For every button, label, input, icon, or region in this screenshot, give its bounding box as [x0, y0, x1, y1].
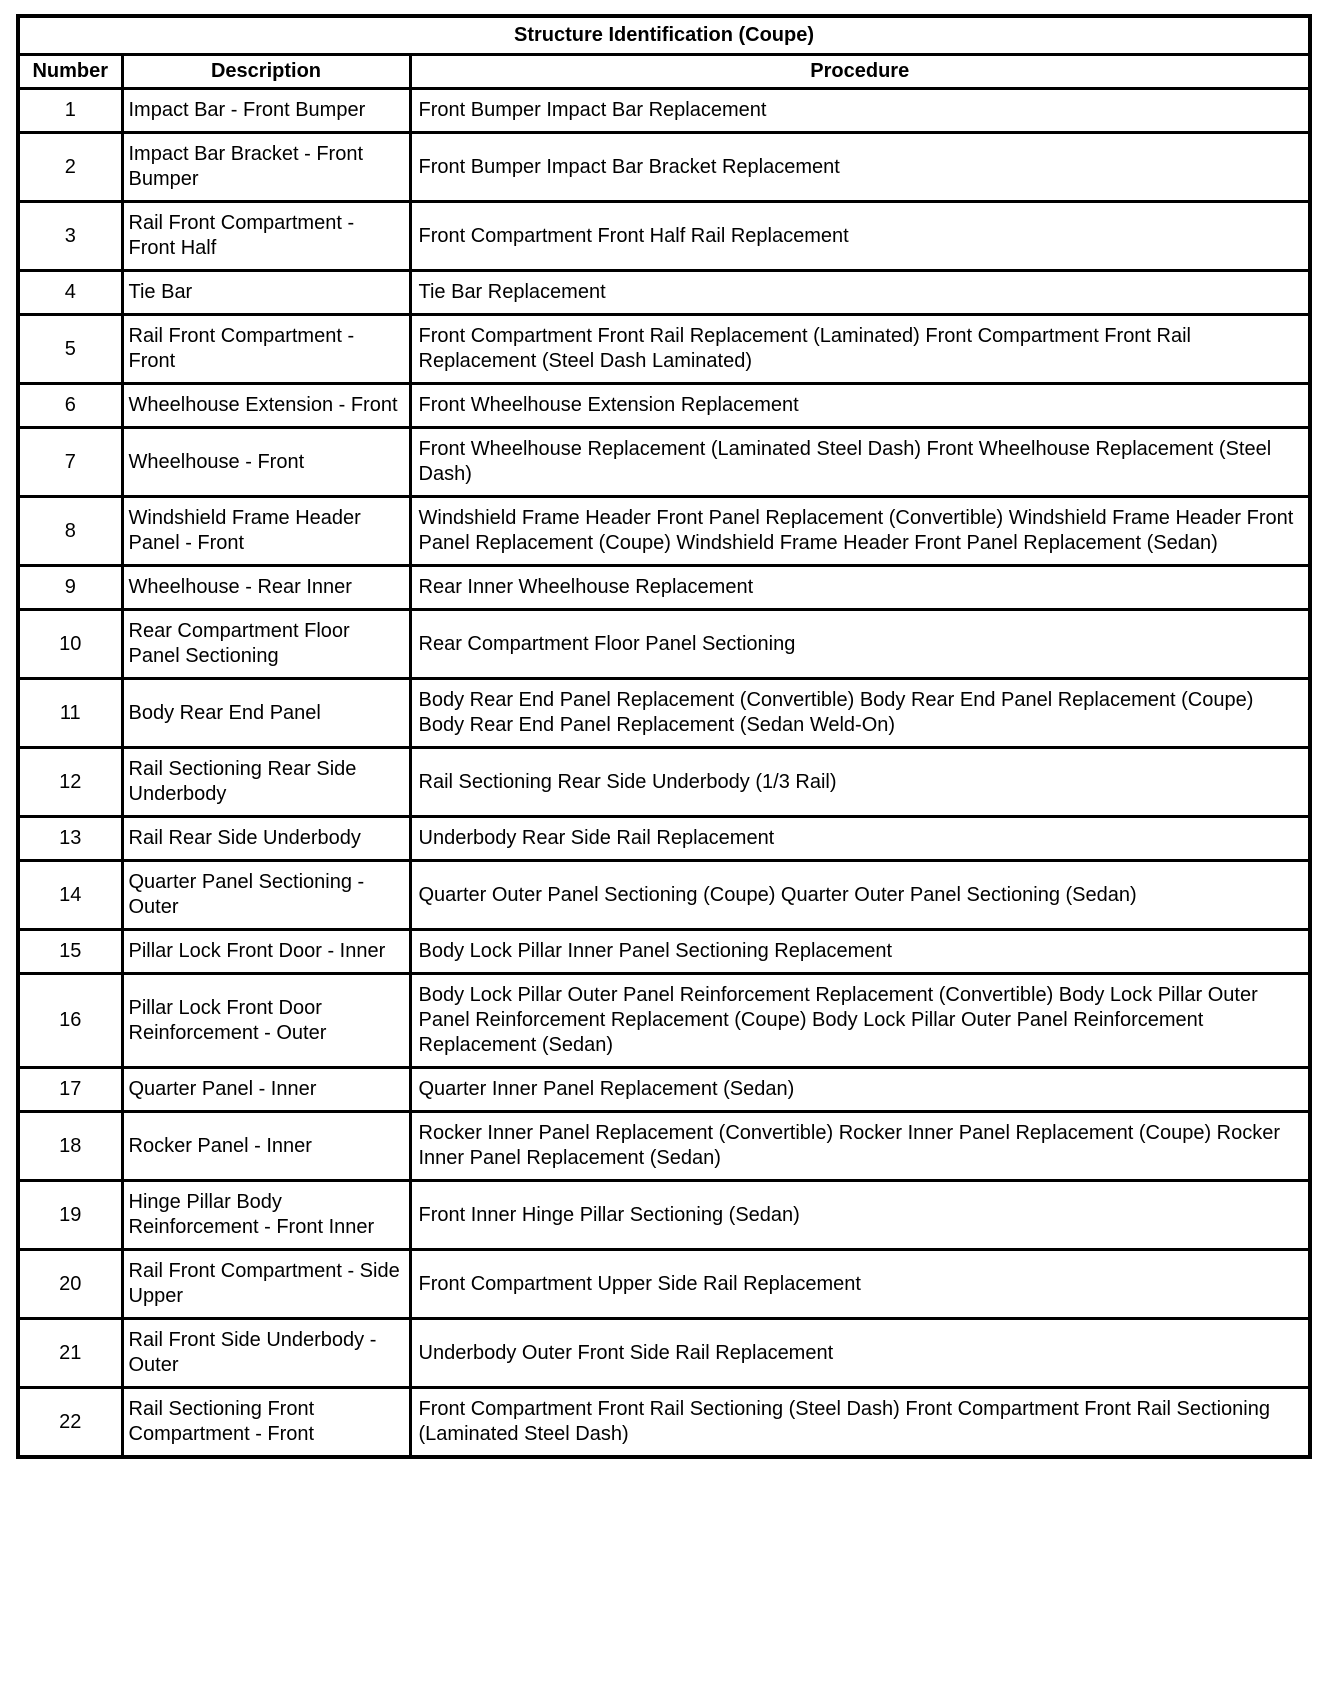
row-procedure: Front Compartment Front Half Rail Replacement [410, 202, 1310, 271]
row-number: 9 [18, 566, 122, 610]
row-procedure: Underbody Outer Front Side Rail Replacement [410, 1319, 1310, 1388]
row-number: 8 [18, 497, 122, 566]
row-procedure: Front Compartment Front Rail Replacement (Laminated) Front Compartment Front Rail Replacement (Steel Dash Laminated) [410, 315, 1310, 384]
row-number: 4 [18, 271, 122, 315]
row-number: 2 [18, 133, 122, 202]
row-procedure: Underbody Rear Side Rail Replacement [410, 817, 1310, 861]
table-row [18, 1319, 1310, 1388]
row-number: 12 [18, 748, 122, 817]
table-row [18, 1181, 1310, 1250]
row-number: 18 [18, 1112, 122, 1181]
column-header-number: Number [18, 55, 122, 89]
row-number: 20 [18, 1250, 122, 1319]
table-header-row [18, 55, 1310, 89]
row-number: 14 [18, 861, 122, 930]
row-number: 6 [18, 384, 122, 428]
table-body [18, 89, 1310, 1458]
table-row [18, 384, 1310, 428]
row-number: 19 [18, 1181, 122, 1250]
structure-identification-table [16, 14, 1312, 1459]
table-row [18, 1068, 1310, 1112]
table-row [18, 610, 1310, 679]
row-description: Pillar Lock Front Door - Inner [122, 930, 410, 974]
row-description: Rocker Panel - Inner [122, 1112, 410, 1181]
table-row [18, 566, 1310, 610]
table-row [18, 679, 1310, 748]
table-row [18, 974, 1310, 1068]
row-description: Tie Bar [122, 271, 410, 315]
table-row [18, 133, 1310, 202]
table-row [18, 497, 1310, 566]
row-procedure: Rear Compartment Floor Panel Sectioning [410, 610, 1310, 679]
row-description: Windshield Frame Header Panel - Front [122, 497, 410, 566]
row-number: 16 [18, 974, 122, 1068]
row-description: Rear Compartment Floor Panel Sectioning [122, 610, 410, 679]
row-procedure: Front Wheelhouse Extension Replacement [410, 384, 1310, 428]
table-row [18, 202, 1310, 271]
table-row [18, 1388, 1310, 1458]
table-title: Structure Identification (Coupe) [18, 16, 1310, 55]
row-number: 10 [18, 610, 122, 679]
row-procedure: Front Compartment Front Rail Sectioning (Steel Dash) Front Compartment Front Rail Sectioning (Laminated Steel Dash) [410, 1388, 1310, 1458]
row-description: Impact Bar - Front Bumper [122, 89, 410, 133]
row-number: 22 [18, 1388, 122, 1458]
table-row [18, 271, 1310, 315]
row-number: 15 [18, 930, 122, 974]
row-procedure: Rocker Inner Panel Replacement (Convertible) Rocker Inner Panel Replacement (Coupe) Rocker Inner Panel Replacement (Sedan) [410, 1112, 1310, 1181]
table-title-row [18, 16, 1310, 55]
row-number: 11 [18, 679, 122, 748]
row-number: 17 [18, 1068, 122, 1112]
row-procedure: Front Bumper Impact Bar Bracket Replacement [410, 133, 1310, 202]
row-description: Hinge Pillar Body Reinforcement - Front Inner [122, 1181, 410, 1250]
table-row [18, 817, 1310, 861]
row-description: Impact Bar Bracket - Front Bumper [122, 133, 410, 202]
row-procedure: Body Rear End Panel Replacement (Convertible) Body Rear End Panel Replacement (Coupe) Body Rear End Panel Replacement (Sedan Weld-On) [410, 679, 1310, 748]
row-description: Rail Rear Side Underbody [122, 817, 410, 861]
row-description: Rail Front Compartment - Front Half [122, 202, 410, 271]
row-description: Quarter Panel - Inner [122, 1068, 410, 1112]
row-procedure: Rear Inner Wheelhouse Replacement [410, 566, 1310, 610]
row-description: Rail Front Compartment - Side Upper [122, 1250, 410, 1319]
row-description: Rail Front Side Underbody - Outer [122, 1319, 410, 1388]
row-number: 13 [18, 817, 122, 861]
row-description: Body Rear End Panel [122, 679, 410, 748]
row-procedure: Rail Sectioning Rear Side Underbody (1/3 Rail) [410, 748, 1310, 817]
row-number: 21 [18, 1319, 122, 1388]
column-header-procedure: Procedure [410, 55, 1310, 89]
row-number: 1 [18, 89, 122, 133]
row-procedure: Front Bumper Impact Bar Replacement [410, 89, 1310, 133]
row-number: 5 [18, 315, 122, 384]
row-description: Rail Sectioning Front Compartment - Front [122, 1388, 410, 1458]
table-row [18, 748, 1310, 817]
row-description: Wheelhouse - Front [122, 428, 410, 497]
table-row [18, 315, 1310, 384]
row-procedure: Front Wheelhouse Replacement (Laminated Steel Dash) Front Wheelhouse Replacement (Steel Dash) [410, 428, 1310, 497]
row-description: Pillar Lock Front Door Reinforcement - Outer [122, 974, 410, 1068]
table-row [18, 930, 1310, 974]
row-procedure: Body Lock Pillar Outer Panel Reinforcement Replacement (Convertible) Body Lock Pillar Outer Panel Reinforcement Replacement (Coupe) Body Lock Pillar Outer Panel Reinforcement Replacement (Sedan) [410, 974, 1310, 1068]
row-procedure: Front Compartment Upper Side Rail Replacement [410, 1250, 1310, 1319]
row-description: Wheelhouse - Rear Inner [122, 566, 410, 610]
table-row [18, 861, 1310, 930]
table-row [18, 89, 1310, 133]
row-description: Wheelhouse Extension - Front [122, 384, 410, 428]
row-description: Quarter Panel Sectioning - Outer [122, 861, 410, 930]
row-procedure: Quarter Outer Panel Sectioning (Coupe) Quarter Outer Panel Sectioning (Sedan) [410, 861, 1310, 930]
row-number: 7 [18, 428, 122, 497]
row-procedure: Body Lock Pillar Inner Panel Sectioning Replacement [410, 930, 1310, 974]
row-procedure: Windshield Frame Header Front Panel Replacement (Convertible) Windshield Frame Header Front Panel Replacement (Coupe) Windshield Frame Header Front Panel Replacement (Sedan) [410, 497, 1310, 566]
row-description: Rail Sectioning Rear Side Underbody [122, 748, 410, 817]
table-row [18, 428, 1310, 497]
column-header-description: Description [122, 55, 410, 89]
table-row [18, 1112, 1310, 1181]
row-number: 3 [18, 202, 122, 271]
row-procedure: Tie Bar Replacement [410, 271, 1310, 315]
row-description: Rail Front Compartment - Front [122, 315, 410, 384]
table-row [18, 1250, 1310, 1319]
row-procedure: Quarter Inner Panel Replacement (Sedan) [410, 1068, 1310, 1112]
row-procedure: Front Inner Hinge Pillar Sectioning (Sedan) [410, 1181, 1310, 1250]
